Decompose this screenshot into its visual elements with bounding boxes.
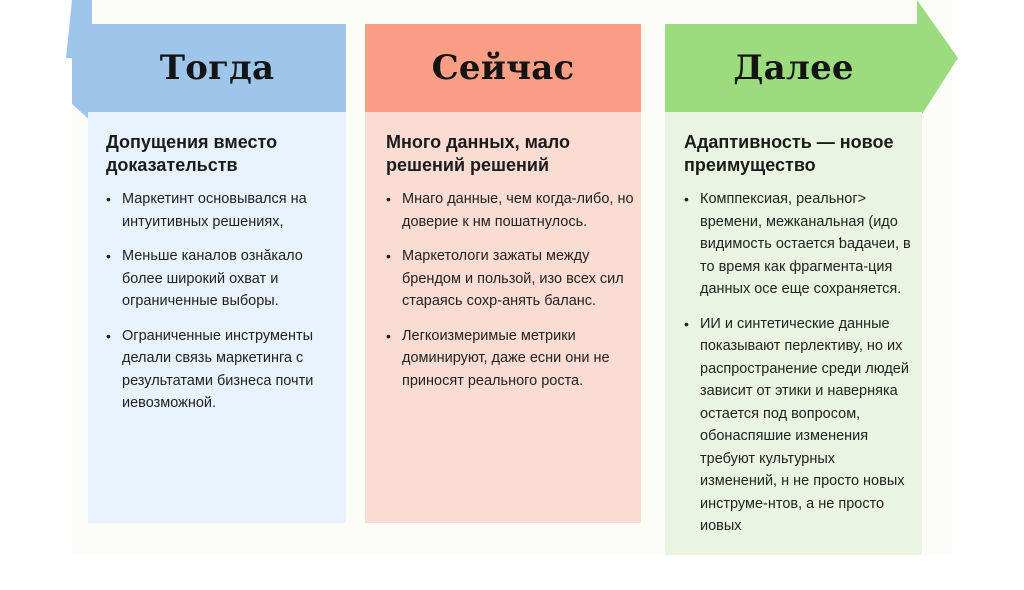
bullet-item: • Легкоизмеримые метрики доминируют, даже есни они не приносят реального роста. xyxy=(386,325,634,393)
bullet-item: • Комппексиая, реальног˃ времени, межканальная (идо видимость остается ƅадачеи, в то время как фрагмента-ция данных осе еще сохраняется. xyxy=(684,188,914,301)
bullet-item: • Маркетологи зажаты между брендом и пользой, изо всех сил стараясь сохр-анять баланс. xyxy=(386,245,634,313)
bullet-list-next xyxy=(684,188,914,538)
column-header-next xyxy=(665,24,922,112)
column-title-then: Тогда xyxy=(159,48,275,88)
column-title-next: Далее xyxy=(733,48,854,88)
column-subtitle-now: Много данных, мало решений решений xyxy=(386,132,570,175)
column-subtitle-next: Адаптивность — новое преимущество xyxy=(684,132,894,175)
column-content-then xyxy=(106,131,338,521)
column-header-then xyxy=(88,24,346,112)
bullet-item: • Мнаго данные, чем когда-либо, но доверие к нм пошатнулось. xyxy=(386,188,634,233)
column-content-now xyxy=(386,131,634,521)
bullet-list-then xyxy=(106,188,338,415)
bullet-item: • Меньше каналов ознăкало более широкий охват и ограниченные выборы. xyxy=(106,245,338,313)
bullet-item: • Маркетинт основывался на интуитивных решениях, xyxy=(106,188,338,233)
column-title-now: Сейчас xyxy=(431,48,575,88)
column-content-next xyxy=(684,131,914,555)
bullet-item: • ИИ и синтетические данные показывают перлективу, но их распространение среди людей зависит от этики и наверняка остается под вопросом, обонаспяшие изменения требуют культурных изменений, н не просто новых инструме-нтов, а не просто иовых xyxy=(684,313,914,538)
arrow-head-next xyxy=(917,0,958,122)
bullet-list-now xyxy=(386,188,634,392)
column-subtitle-then: Допущения вместо доказательств xyxy=(106,132,278,175)
column-header-now xyxy=(365,24,641,112)
bullet-item: • Ограниченные инструменты делали связь маркетинга с результатами бизнеса почти иевозможной. xyxy=(106,325,338,415)
